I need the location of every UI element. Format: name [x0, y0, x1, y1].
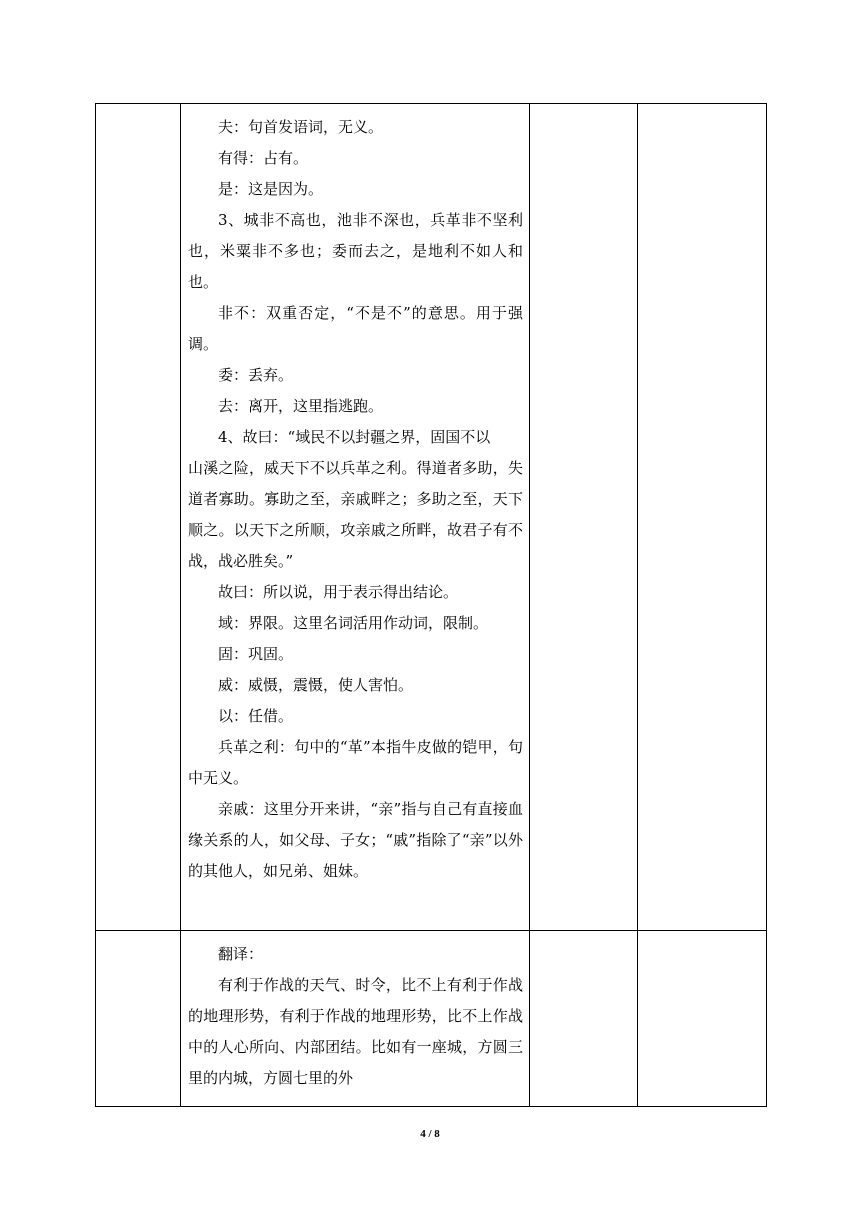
text-paragraph: 4、故曰：“域民不以封疆之界，固国不以 — [218, 428, 491, 446]
table-cell-empty — [638, 931, 767, 1107]
page-number: 4 / 8 — [420, 1128, 440, 1140]
note-paragraph: 故曰：所以说，用于表示得出结论。 — [218, 583, 459, 601]
note-paragraph: 域：界限。这里名词活用作动词，限制。 — [218, 614, 489, 632]
table-cell-empty — [96, 104, 181, 931]
note-paragraph: 威：威慑，震慑，使人害怕。 — [218, 676, 414, 694]
note-paragraph: 亲戚：这里分开来讲，“亲”指与自己有直接血缘关系的人，如父母、子女；“戚”指除了“亲”以外的其他人，如兄弟、姐妹。 — [188, 800, 523, 880]
note-paragraph: 委：丢弃。 — [218, 366, 294, 384]
note-paragraph: 是：这是因为。 — [218, 180, 324, 198]
text-paragraph: 山溪之险，威天下不以兵革之利。得道者多助，失道者寡助。寡助之至，亲戚畔之；多助之至，天下顺之。以天下之所顺，攻亲戚之所畔，故君子有不战，战必胜矣。” — [188, 459, 523, 570]
note-paragraph: 兵革之利：句中的“革”本指牛皮做的铠甲，句中无义。 — [188, 738, 523, 787]
translation-heading: 翻译： — [218, 945, 264, 963]
note-paragraph: 去：离开，这里指逃跑。 — [218, 397, 384, 415]
table-row — [96, 104, 767, 931]
table-cell-empty — [96, 931, 181, 1107]
translation-paragraph: 有利于作战的天气、时令，比不上有利于作战的地理形势，有利于作战的地理形势，比不上作战中的人心所向、内部团结。比如有一座城，方圆三里的内城，方圆七里的外 — [188, 976, 523, 1087]
table-row — [96, 931, 767, 1107]
table-cell-content — [181, 931, 530, 1107]
table-cell-empty — [638, 104, 767, 931]
table-cell-empty — [530, 104, 638, 931]
lesson-table — [95, 103, 767, 1107]
note-paragraph: 夫：句首发语词，无义。 — [218, 118, 384, 136]
table-cell-empty — [530, 931, 638, 1107]
note-paragraph: 非不：双重否定，“不是不”的意思。用于强调。 — [188, 304, 523, 353]
note-paragraph: 有得：占有。 — [218, 149, 309, 167]
note-paragraph: 固：巩固。 — [218, 645, 294, 663]
table-cell-content — [181, 104, 530, 931]
text-paragraph: 3、城非不高也，池非不深也，兵革非不坚利也，米粟非不多也；委而去之，是地利不如人和也。 — [188, 211, 523, 291]
note-paragraph: 以：任借。 — [218, 707, 294, 725]
